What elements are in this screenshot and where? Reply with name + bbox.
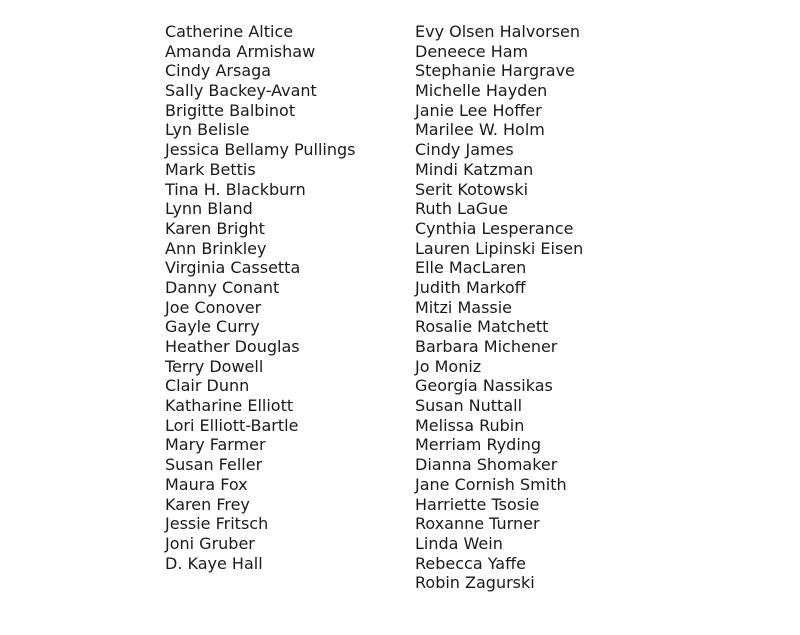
name-list-item: Joe Conover bbox=[165, 297, 262, 317]
name-list-item: Katharine Elliott bbox=[165, 396, 294, 416]
name-list-item: Georgia Nassikas bbox=[415, 376, 553, 396]
name-list-item: Heather Douglas bbox=[165, 337, 300, 356]
name-column-left bbox=[165, 22, 356, 573]
name-list-item: Marilee W. Holm bbox=[415, 120, 545, 140]
name-list-item: Clair Dunn bbox=[165, 376, 250, 396]
name-list-item: Maura Fox bbox=[165, 474, 248, 494]
name-list-item: Cindy Arsaga bbox=[165, 61, 272, 81]
name-list-item: Harriette Tsosie bbox=[415, 494, 540, 514]
name-list-item: Jo Moniz bbox=[415, 356, 482, 376]
name-list-item: Mindi Katzman bbox=[415, 159, 534, 179]
name-list-item: Deneece Ham bbox=[415, 41, 529, 61]
name-list-item: Merriam Ryding bbox=[415, 435, 542, 455]
name-list-item: Susan Feller bbox=[165, 455, 263, 475]
name-list-item: Cynthia Lesperance bbox=[415, 218, 574, 238]
name-list-item: Catherine Altice bbox=[165, 22, 294, 41]
name-list-item: Susan Nuttall bbox=[415, 396, 523, 416]
name-list-item: Lynn Bland bbox=[165, 199, 253, 219]
name-list-item: Rebecca Yaffe bbox=[415, 553, 526, 573]
name-list-item: Karen Bright bbox=[165, 218, 265, 238]
name-list-item: Stephanie Hargrave bbox=[415, 61, 575, 81]
name-column-right bbox=[415, 22, 583, 593]
name-list-item: Jane Cornish Smith bbox=[415, 474, 567, 494]
name-list-item: Lyn Belisle bbox=[165, 120, 250, 140]
name-list-item: Ruth LaGue bbox=[415, 199, 509, 219]
name-list-item: Cindy James bbox=[415, 140, 514, 160]
name-list-item: Lauren Lipinski Eisen bbox=[415, 238, 584, 258]
name-list-item: Evy Olsen Halvorsen bbox=[415, 22, 581, 41]
name-list-item: Roxanne Turner bbox=[415, 514, 540, 534]
name-list-item: Ann Brinkley bbox=[165, 238, 267, 258]
name-list-item: Amanda Armishaw bbox=[165, 41, 316, 61]
name-list-item: Elle MacLaren bbox=[415, 258, 527, 278]
name-list-item: Janie Lee Hoffer bbox=[415, 100, 542, 120]
name-list-item: Joni Gruber bbox=[165, 533, 255, 553]
name-list-item: Sally Backey-Avant bbox=[165, 81, 317, 101]
name-list-item: Mark Bettis bbox=[165, 159, 256, 179]
name-list-item: Rosalie Matchett bbox=[415, 317, 549, 337]
name-list-item: Mitzi Massie bbox=[415, 297, 513, 317]
name-list-item: Danny Conant bbox=[165, 277, 280, 297]
name-list-item: Barbara Michener bbox=[415, 337, 558, 356]
name-list-item: Melissa Rubin bbox=[415, 415, 525, 435]
name-list-item: Lori Elliott-Bartle bbox=[165, 415, 299, 435]
name-list-item: Michelle Hayden bbox=[415, 81, 548, 101]
name-list-item: Serit Kotowski bbox=[415, 179, 529, 199]
name-list-item: Linda Wein bbox=[415, 533, 503, 553]
name-list-item: Terry Dowell bbox=[165, 356, 264, 376]
name-list-item: Tina H. Blackburn bbox=[165, 179, 306, 199]
name-list-item: Mary Farmer bbox=[165, 435, 266, 455]
name-list-item: Dianna Shomaker bbox=[415, 455, 558, 475]
name-list-item: Gayle Curry bbox=[165, 317, 260, 337]
name-list-item: D. Kaye Hall bbox=[165, 553, 263, 573]
name-list-item: Virginia Cassetta bbox=[165, 258, 301, 278]
name-list-item: Brigitte Balbinot bbox=[165, 100, 296, 120]
name-list-item: Judith Markoff bbox=[415, 277, 526, 297]
name-list-item: Karen Frey bbox=[165, 494, 250, 514]
name-list-item: Robin Zagurski bbox=[415, 573, 535, 593]
name-list-item: Jessica Bellamy Pullings bbox=[165, 140, 356, 160]
name-list-item: Jessie Fritsch bbox=[165, 514, 269, 534]
